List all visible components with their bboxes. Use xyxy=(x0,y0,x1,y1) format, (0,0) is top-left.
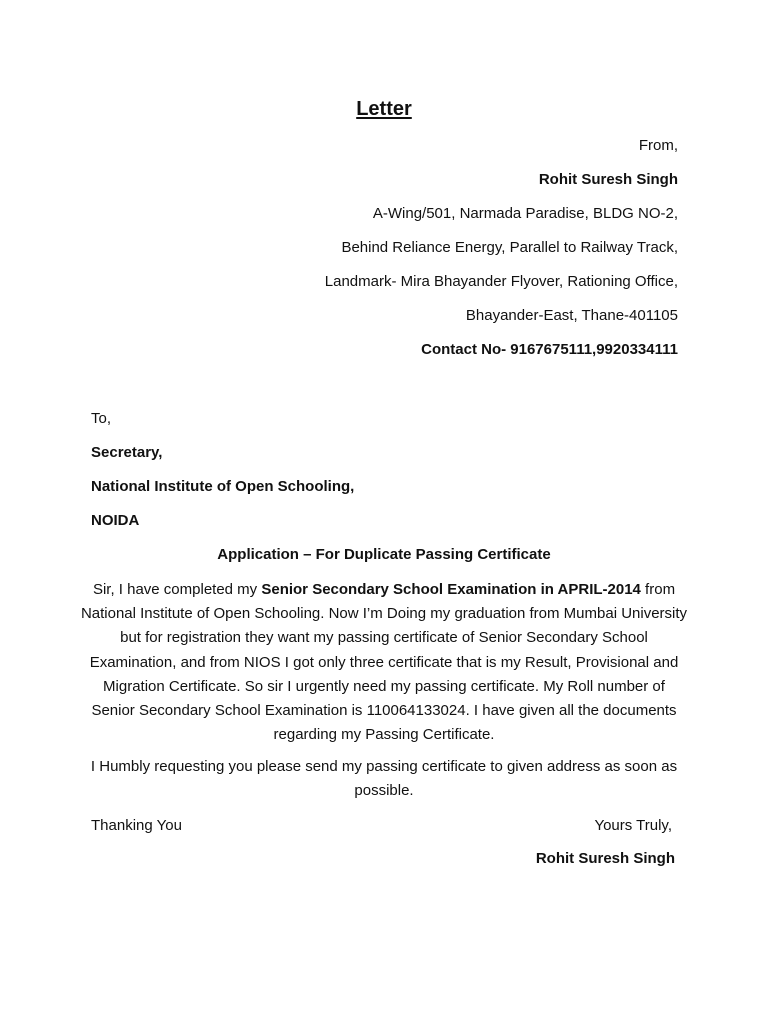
body-text-intro: Sir, I have completed my xyxy=(92,581,262,598)
recipient-designation: Secretary, xyxy=(91,444,163,461)
closing-thanks: Thanking You xyxy=(91,817,182,834)
letter-body xyxy=(80,578,688,747)
sender-address-line-3: Landmark- Mira Bhayander Flyover, Rationing Office, xyxy=(324,273,678,290)
closing-yours: Yours Truly, xyxy=(594,817,672,834)
from-label: From, xyxy=(638,137,678,154)
sender-address-line-1: A-Wing/501, Narmada Paradise, BLDG NO-2, xyxy=(372,205,678,222)
sender-contact: Contact No- 9167675111,9920334111 xyxy=(421,341,678,358)
sender-block xyxy=(78,134,678,372)
recipient-city: NOIDA xyxy=(91,512,140,529)
closing-signature: Rohit Suresh Singh xyxy=(535,850,675,867)
to-label: To, xyxy=(91,410,112,427)
recipient-block xyxy=(91,407,354,543)
sender-address-line-4: Bhayander-East, Thane-401105 xyxy=(465,307,678,324)
letter-title: Letter xyxy=(356,98,412,120)
letter-subject: Application – For Duplicate Passing Certificate xyxy=(217,546,551,563)
sender-name: Rohit Suresh Singh xyxy=(538,171,678,188)
recipient-organization: National Institute of Open Schooling, xyxy=(91,478,355,495)
body-text-details: from National Institute of Open Schooling. Now I’m Doing my graduation from Mumbai University but for registration they want my passing certificate of Senior Secondary School Examination, and from NIOS I got only three certificate that is my Result, Provisional and Migration Certificate. So sir I urgently need my passing certificate. My Roll number of Senior Secondary School Examination is 110064133024. I have given all the documents regarding my Passing Certificate. xyxy=(80,581,688,744)
sender-address-line-2: Behind Reliance Energy, Parallel to Railway Track, xyxy=(341,239,678,256)
letter-request: I Humbly requesting you please send my passing certificate to given address as soon as possible. xyxy=(90,758,678,799)
body-text-exam: Senior Secondary School Examination in APRIL-2014 xyxy=(261,581,641,598)
